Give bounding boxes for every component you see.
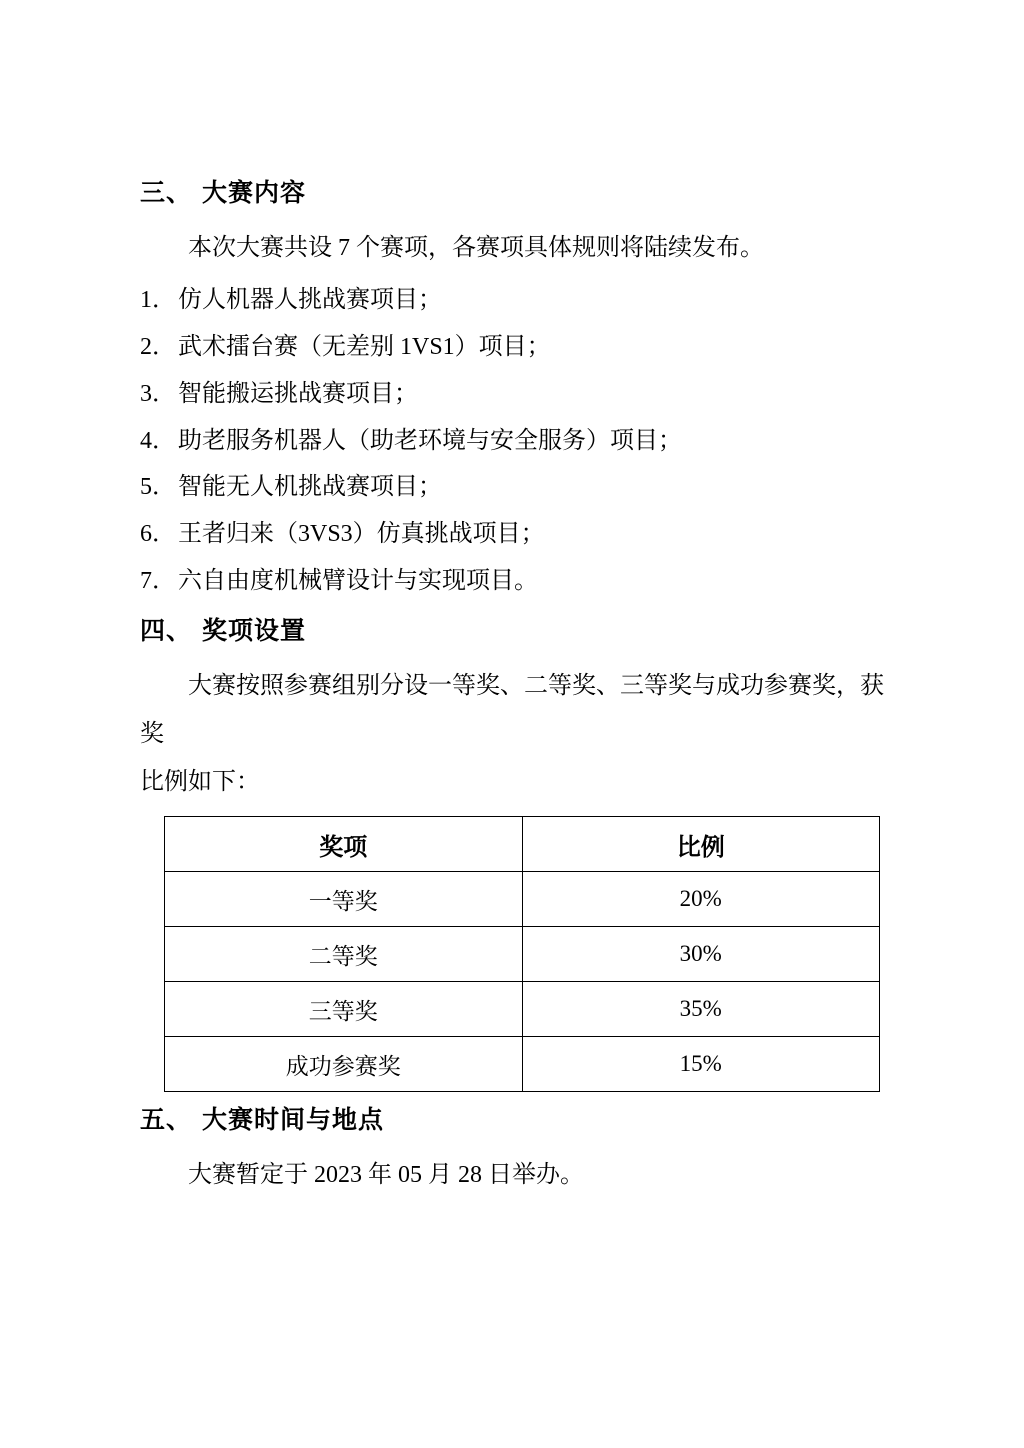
- list-item-index: 5．: [140, 474, 176, 501]
- list-item: [140, 277, 884, 324]
- list-item-index: 7．: [140, 568, 176, 595]
- list-item: [140, 371, 884, 418]
- competition-items-list: [140, 277, 884, 605]
- section-5-paragraph: 大赛暂定于 2023 年 05 月 28 日举办。: [188, 1161, 584, 1188]
- table-cell-award: 成功参赛奖: [165, 1037, 523, 1092]
- award-ratio-table: [164, 816, 880, 1092]
- list-item-label: 仿人机器人挑战赛项目；: [178, 287, 442, 314]
- table-header-row: [165, 817, 880, 872]
- section-4-paragraph-line1: 大赛按照参赛组别分设一等奖、二等奖、三等奖与成功参赛奖，获奖: [140, 673, 884, 748]
- table-row: [165, 982, 880, 1037]
- table-cell-award: 三等奖: [165, 982, 523, 1037]
- section-title-5: 大赛时间与地点: [202, 1106, 385, 1135]
- list-item-label: 王者归来（3VS3）仿真挑战项目；: [178, 521, 545, 548]
- table-header-award: 奖项: [165, 817, 523, 872]
- table-cell-ratio: 15%: [522, 1037, 880, 1092]
- table-cell-ratio: 30%: [522, 927, 880, 982]
- section-heading-5: [140, 1102, 884, 1140]
- section-4-paragraph-line2: 比例如下：: [140, 769, 260, 796]
- list-item: [140, 464, 884, 511]
- table-cell-ratio: 20%: [522, 872, 880, 927]
- table-row: [165, 1037, 880, 1092]
- section-title-3: 大赛内容: [202, 179, 307, 207]
- list-item-index: 3．: [140, 380, 176, 407]
- list-item-label: 助老服务机器人（助老环境与安全服务）项目；: [178, 427, 682, 454]
- list-item-index: 4．: [140, 427, 176, 454]
- list-item: [140, 418, 884, 465]
- list-item: [140, 324, 884, 371]
- list-item-label: 武术擂台赛（无差别 1VS1）项目；: [178, 334, 551, 361]
- table-cell-award: 二等奖: [165, 927, 523, 982]
- list-item-index: 6．: [140, 521, 176, 548]
- section-number-3: 三、: [140, 179, 193, 207]
- section-number-5: 五、: [140, 1106, 193, 1135]
- list-item: [140, 558, 884, 605]
- section-heading-4: [140, 613, 884, 651]
- list-item-index: 1．: [140, 287, 176, 314]
- section-title-4: 奖项设置: [202, 616, 307, 645]
- list-item-label: 智能无人机挑战赛项目；: [178, 474, 442, 501]
- section-number-4: 四、: [140, 616, 193, 645]
- table-header-ratio: 比例: [522, 817, 880, 872]
- list-item: [140, 511, 884, 558]
- table-row: [165, 927, 880, 982]
- table-cell-award: 一等奖: [165, 872, 523, 927]
- section-3-intro: 本次大赛共设 7 个赛项，各赛项具体规则将陆续发布。: [188, 234, 764, 261]
- list-item-index: 2．: [140, 334, 176, 361]
- list-item-label: 六自由度机械臂设计与实现项目。: [178, 568, 538, 595]
- table-row: [165, 872, 880, 927]
- section-heading-3: [140, 175, 884, 213]
- table-cell-ratio: 35%: [522, 982, 880, 1037]
- list-item-label: 智能搬运挑战赛项目；: [178, 380, 418, 407]
